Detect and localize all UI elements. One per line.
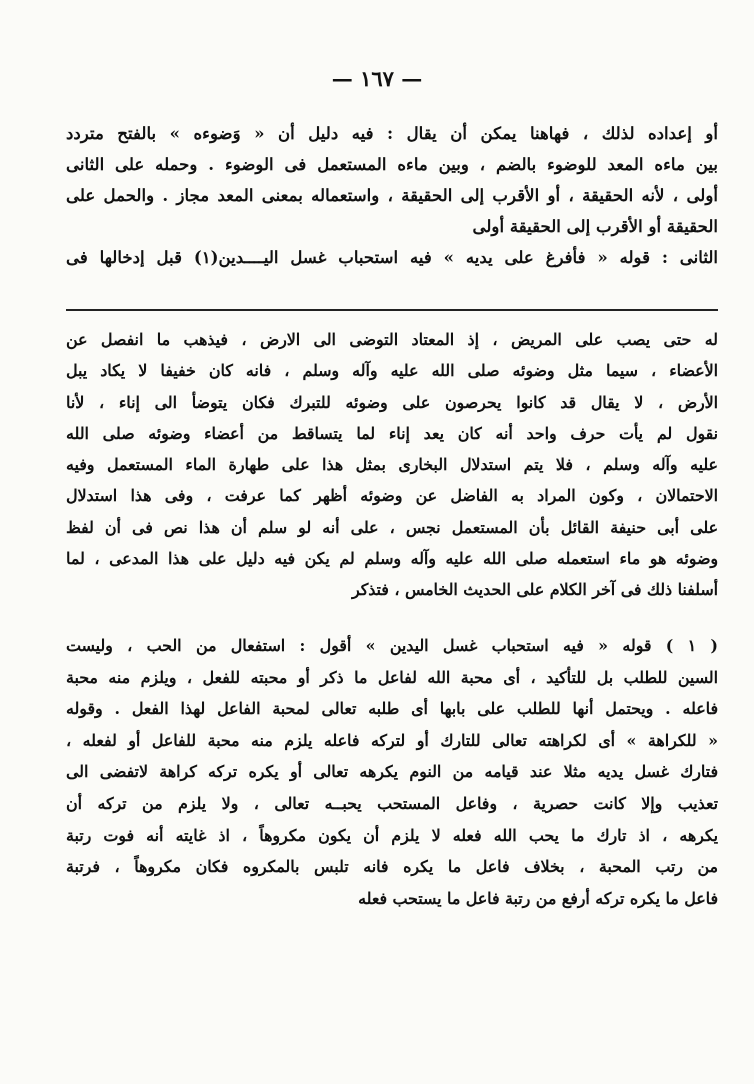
footnote-line: الاحتمالان ، وكون المراد به الفاضل عن وضوئه أظهر كما عرفت ، وفى هذا استدلال [66,486,718,506]
page-number: — ١٦٧ — [331,66,423,91]
footnote-1-line: فاعله . ويحتمل أنها للطلب على بابها أى طلبه تعالى لمحبة الفاعل لهذا الفعل . وقوله [66,699,718,719]
footnote-1-line: فاعل ما يكره تركه أرفع من رتبة فاعل ما يستحب فعله [358,888,718,908]
footnote-line: أسلفنا ذلك فى آخر الكلام على الحديث الخامس ، فتذكر [352,580,718,600]
main-text-line: الحقيقة أو الأقرب إلى الحقيقة أولى [472,216,718,236]
footnote-1-line: يكرهه ، اذ تارك ما يحب الله فعله لا يلزم أن يكون مكروهاً ، اذ غايته أنه فوت رتبة [66,825,718,845]
second-point-line: الثانى : قوله « فأفرغ على يديه » فيه استحباب غسل اليــــدين(١) قبل إدخالها فى [66,247,718,267]
footnote-line: عليه وآله وسلم ، فلا يتم استدلال البخارى بمثل هذا على طهارة الماء المستعمل وفيه [66,455,718,475]
footnote-divider [66,309,718,311]
footnote-line: وضوئه هو ماء استعمله صلى الله عليه وآله وسلم لم يكن فيه دليل على هذا المدعى ، لما [66,549,718,569]
main-text-line: أو إعداده لذلك ، فهاهنا يمكن أن يقال : فيه دليل أن « وَضوءه » بالفتح متردد [66,123,718,143]
footnote-1-line: فتارك غسل يديه مثلا عند قيامه من النوم يكرهه تعالى أو يكره تركه كراهة لاتفضى الى [66,762,718,782]
footnote-line: نقول لم يأت حرف واحد أنه كان يعد إناء لما يتساقط من أعضاء وضوئه صلى الله [66,423,718,443]
footnote-line: الأرض ، لا يقال قد كانوا يحرصون على وضوئه للتبرك فكان يتوضأ الى إناء ، لأنا [66,392,718,412]
main-text-line: بين ماءه المعد للوضوء بالضم ، وبين ماءه المستعمل فى الوضوء . وحمله على الثانى [66,154,718,174]
footnote-line: له حتى يصب على المريض ، إذ المعتاد التوضى الى الارض ، فيذهب ما انفصل عن [66,330,718,349]
footnote-line: على أبى حنيفة القائل بأن المستعمل نجس ، على أنه لو سلم أن هذا نص فى أن لفظ [66,517,718,537]
main-text-line: أولى ، لأنه الحقيقة ، أو الأقرب إلى الحقيقة ، واستعماله بمعنى المعد مجاز . والحمل على [66,185,718,205]
main-text-block [66,118,718,242]
second-point-paragraph [66,242,718,273]
footnote-1-line: من رتب المحبة ، بخلاف فاعل ما يكره فانه تلبس بالمكروه فكان مكروهاً ، فرتبة [66,857,718,877]
footnote-line: الأعضاء ، سيما مثل وضوئه صلى الله عليه وآله وسلم ، فانه كان خفيفا لا يكاد يبل [66,361,718,381]
footnote-1-line: « للكراهة » أى لكراهته تعالى للتارك أو لتركه فاعله يلزم منه محبة للفاعل أو لفعله ، [66,730,718,750]
footnote-1-line: السين للطلب بل للتأكيد ، أى محبة الله لفاعل ما ذكر أو محبته للفعل ، ويلزم منه محبة [66,667,718,687]
footnote-1-line: ( ١ ) قوله « فيه استحباب غسل اليدين » أقول : استفعال من الحب ، وليست [66,636,718,655]
footnote-continued-block [66,324,718,606]
footnote-1-line: تعذيب وإلا كانت حصرية ، وفاعل المستحب يحبــه تعالى ، ولا يلزم من تركه أن [66,793,718,813]
footnote-1-block [66,630,718,914]
